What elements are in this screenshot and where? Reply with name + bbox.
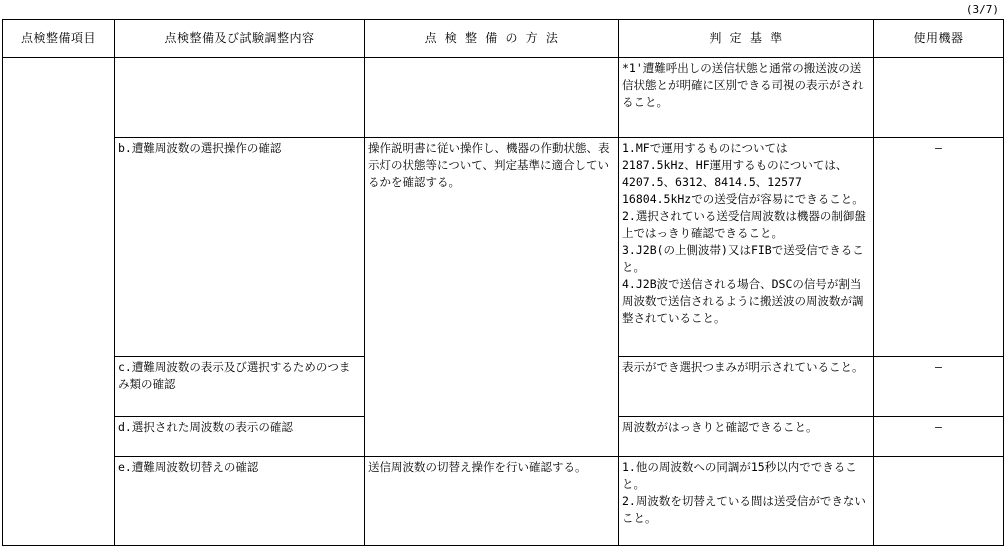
criteria-text: 表示ができ選択つまみが明示されていること。 — [622, 360, 864, 374]
dash-mark: — — [935, 420, 942, 434]
content-cell — [115, 58, 365, 138]
header-row — [3, 20, 1004, 58]
content-cell — [115, 357, 365, 417]
table-row — [3, 457, 1004, 546]
header-item: 点検整備項目 — [3, 20, 115, 58]
header-criteria: 判 定 基 準 — [619, 20, 874, 58]
inspection-table — [2, 19, 1004, 546]
equipment-cell — [874, 357, 1004, 417]
method-text: 送信周波数の切替え操作を行い確認する。 — [368, 460, 587, 474]
equipment-cell — [874, 457, 1004, 546]
equipment-cell — [874, 417, 1004, 457]
item-cell — [3, 58, 115, 546]
method-cell — [365, 58, 619, 138]
content-text: e.遭難周波数切替えの確認 — [118, 460, 259, 474]
header-equipment: 使用機器 — [874, 20, 1004, 58]
table-row — [3, 138, 1004, 357]
method-cell — [365, 457, 619, 546]
header-method: 点 検 整 備 の 方 法 — [365, 20, 619, 58]
criteria-cell — [619, 58, 874, 138]
criteria-text: 周波数がはっきりと確認できること。 — [622, 420, 818, 434]
dash-mark: — — [935, 141, 942, 155]
equipment-cell — [874, 138, 1004, 357]
content-text: b.遭難周波数の選択操作の確認 — [118, 141, 282, 155]
page-number: (3/7) — [965, 3, 999, 16]
dash-mark: — — [935, 360, 942, 374]
criteria-cell — [619, 357, 874, 417]
method-text: 操作説明書に従い操作し、機器の作動状態、表示灯の状態等について、判定基準に適合しているかを確認する。 — [368, 141, 610, 189]
content-text: c.遭難周波数の表示及び選択するためのつまみ類の確認 — [118, 360, 351, 391]
criteria-text: 1.MFで運用するものについては 2187.5kHz、HF運用するものについては、 4207.5、6312、8414.5、12577 16804.5kHzでの送受信が容易にできること。 2.選択されている送受信周波数は機器の制御盤上ではっきり確認できること。 3.J2B(の上側波帯)又はFIBで送受信できること。 4.J2B波で送信される場合、DSCの信号が割当周波数で送信されるように搬送波の周波数が調整されていること。 — [622, 141, 866, 325]
header-content: 点検整備及び試験調整内容 — [115, 20, 365, 58]
criteria-text: 1.他の周波数への同調が15秒以内でできること。 2.周波数を切替えている間は送受信ができないこと。 — [622, 460, 866, 525]
criteria-cell — [619, 457, 874, 546]
criteria-text: *1'遭難呼出しの送信状態と通常の搬送波の送信状態とが明確に区別できる司視の表示がされること。 — [622, 61, 864, 109]
criteria-cell — [619, 417, 874, 457]
method-cell — [365, 138, 619, 457]
equipment-cell — [874, 58, 1004, 138]
content-text: d.選択された周波数の表示の確認 — [118, 420, 293, 434]
content-cell — [115, 138, 365, 357]
content-cell — [115, 457, 365, 546]
table-row — [3, 58, 1004, 138]
content-cell — [115, 417, 365, 457]
criteria-cell — [619, 138, 874, 357]
